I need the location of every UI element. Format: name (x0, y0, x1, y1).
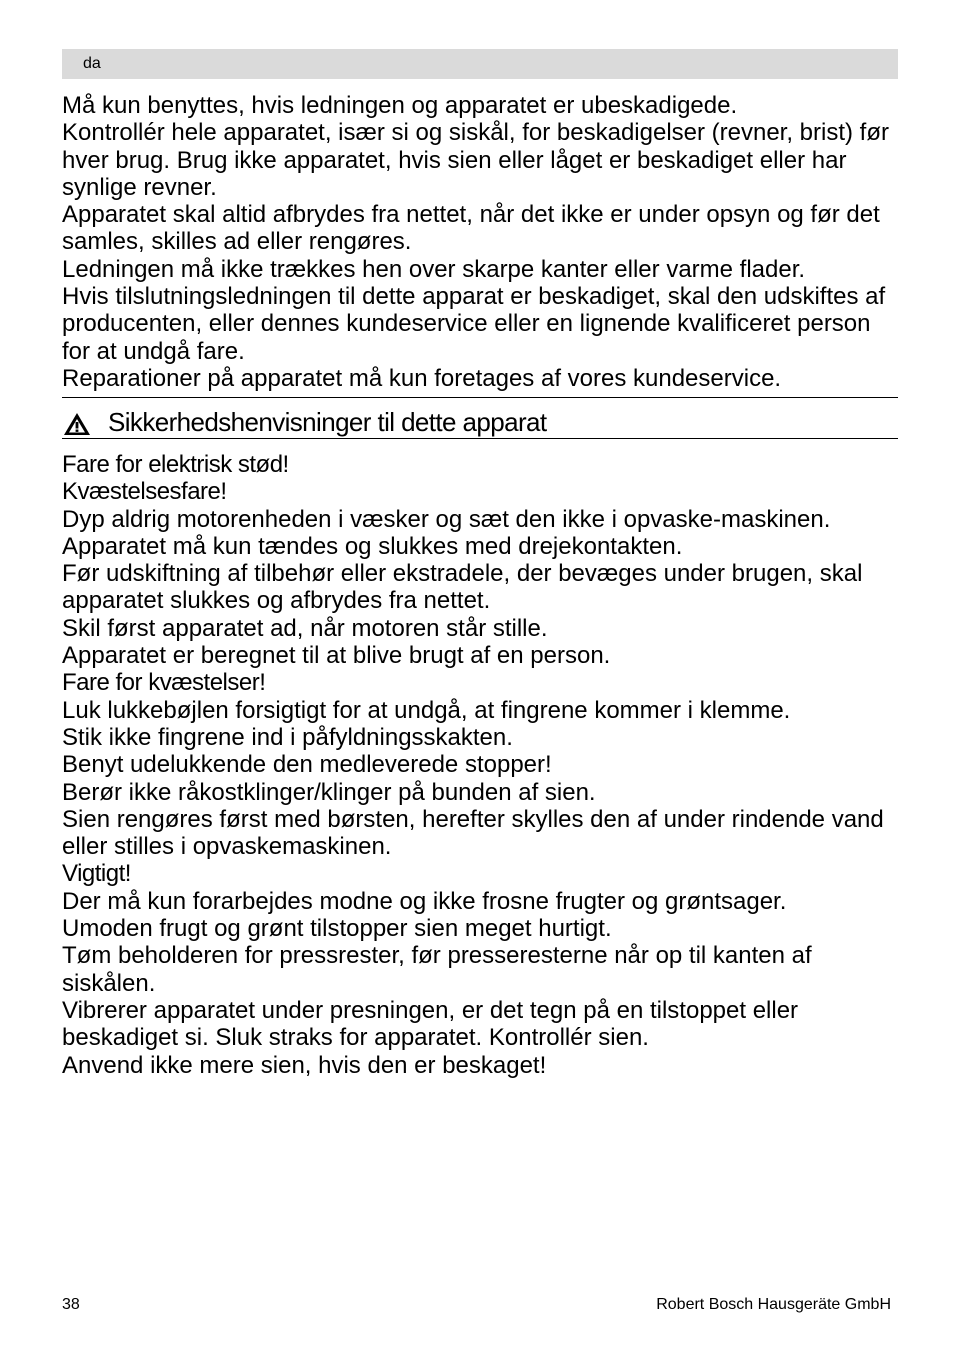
instruction-paragraph: Apparatet er beregnet til at blive brugt af en person. (62, 642, 611, 670)
instruction-paragraph: Sien rengøres først med børsten, herefter skylles den af under rindende vand eller stilles i opvaskemaskinen. (62, 805, 884, 861)
language-header-bar (62, 49, 898, 79)
section-title: Sikkerhedshenvisninger til dette apparat (108, 407, 547, 437)
instruction-paragraph: Benyt udelukkende den medleverede stopper! (62, 751, 552, 779)
subheading-injury-risk: Kvæstelsesfare! (62, 478, 227, 506)
instruction-paragraph: Der må kun forarbejdes modne og ikke frosne frugter og grøntsager. (62, 887, 787, 915)
intro-text (62, 92, 902, 392)
intro-paragraph: Reparationer på apparatet må kun foretages af vores kundeservice. (62, 364, 782, 392)
footer-company: Robert Bosch Hausgeräte GmbH (656, 1296, 891, 1313)
instruction-paragraph: Før udskiftning af tilbehør eller ekstradele, der bevæges under brugen, skal apparatet slukkes og afbrydes fra nettet. (62, 560, 863, 615)
intro-paragraph: Apparatet skal altid afbrydes fra nettet, når det ikke er under opsyn og før det samles, skilles ad eller rengøres. (62, 201, 880, 256)
warning-triangle-icon (63, 412, 91, 436)
intro-paragraph: Ledningen må ikke trækkes hen over skarpe kanter eller varme flader. (62, 255, 806, 283)
instruction-paragraph: Anvend ikke mere sien, hvis den er beskaget! (62, 1051, 547, 1079)
subheading-important: Vigtigt! (62, 860, 131, 888)
page-number: 38 (62, 1296, 80, 1313)
instruction-paragraph: Vibrerer apparatet under presningen, er det tegn på en tilstoppet eller beskadiget si. Sluk straks for apparatet. Kontrollér sien. (62, 996, 799, 1052)
instruction-paragraph: Berør ikke råkostklinger/klinger på bunden af sien. (62, 778, 596, 806)
intro-paragraph: Må kun benyttes, hvis ledningen og apparatet er ubeskadigede. (62, 92, 738, 119)
safety-instructions (62, 451, 902, 1079)
instruction-paragraph: Stik ikke fingrene ind i påfyldningsskakten. (62, 723, 513, 751)
section-heading (62, 406, 898, 439)
instruction-paragraph: Umoden frugt og grønt tilstopper sien meget hurtigt. (62, 915, 612, 943)
section-divider (62, 397, 898, 398)
instruction-paragraph: Skil først apparatet ad, når motoren står stille. (62, 614, 548, 642)
instruction-paragraph: Apparatet må kun tændes og slukkes med drejekontakten. (62, 532, 683, 560)
instruction-paragraph: Tøm beholderen for pressrester, før presseresterne når op til kanten af siskålen. (62, 942, 812, 997)
intro-paragraph: Kontrollér hele apparatet, især si og siskål, for beskadigelser (revner, brist) før hver brug. Brug ikke apparatet, hvis sien eller låget er beskadiget eller har synlige revner. (62, 119, 890, 201)
subheading-electric-shock: Fare for elektrisk stød! (62, 451, 289, 478)
instruction-paragraph: Luk lukkebøjlen forsigtigt for at undgå, at fingrene kommer i klemme. (62, 696, 791, 724)
intro-paragraph: Hvis tilslutningsledningen til dette apparat er beskadiget, skal den udskiftes af producenten, eller dennes kundeservice eller en lignende kvalificeret person for at undgå fare. (62, 283, 886, 365)
language-code: da (83, 55, 101, 72)
instruction-paragraph: Dyp aldrig motorenheden i væsker og sæt den ikke i opvaske-maskinen. (62, 505, 831, 533)
subheading-injury-danger: Fare for kvæstelser! (62, 669, 266, 697)
